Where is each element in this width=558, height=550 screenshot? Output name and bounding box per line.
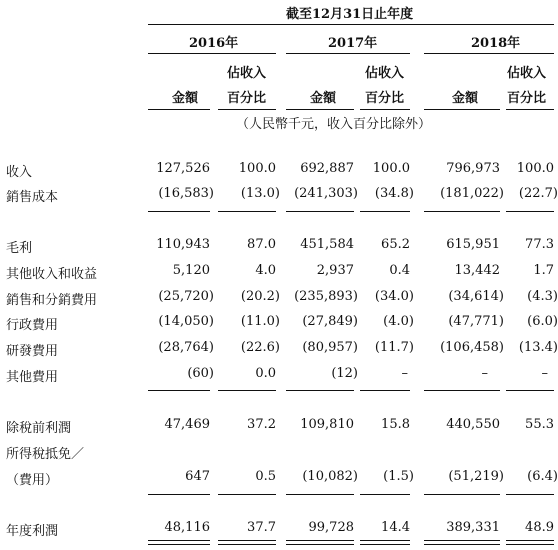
table-cell: (13.0) [240,186,280,201]
table-cell: 0.4 [389,263,410,278]
table-cell: (13.4) [518,340,558,355]
table-cell: 109,810 [300,417,354,432]
table-cell: (34,614) [448,289,504,304]
total-double-rule [360,540,410,545]
table-cell: 389,331 [446,520,500,535]
total-double-rule [218,540,276,545]
table-cell: – [541,366,548,381]
table-cell: (14,050) [158,314,214,329]
table-cell: (106,458) [440,340,504,355]
table-cell: 55.3 [525,417,554,432]
subtotal-rule [286,390,354,391]
subtotal-rule [424,494,500,495]
table-cell: 100.0 [516,161,554,176]
row-label: 銷售和分銷費用 [6,293,98,308]
total-double-rule [148,540,210,545]
row-label: 收入 [6,165,33,180]
unit-note: （人民幣千元，收入百分比除外） [236,117,432,132]
subtotal-rule [286,211,354,212]
subtotal-rule [360,211,410,212]
period-header: 截至12月31日止年度 [286,7,414,22]
subtotal-rule [148,211,210,212]
table-cell: (11.7) [374,340,414,355]
amount-2018-underline [424,109,500,110]
year-2017-header: 2017年 [328,36,378,51]
pct-2017-underline [360,109,410,110]
table-cell: 13,442 [454,263,500,278]
subtotal-rule [360,390,410,391]
table-cell: (6.0) [527,314,558,329]
table-cell: 1.7 [533,263,554,278]
amount-header-2016: 金額 [172,91,199,106]
table-cell: (1.5) [383,469,414,484]
subtotal-rule [286,494,354,495]
table-cell: 2,937 [316,263,354,278]
pct-header-2016-line1: 佔收入 [227,66,267,81]
row-label: 毛利 [6,241,33,256]
table-cell: 451,584 [300,237,354,252]
subtotal-rule [506,494,554,495]
table-cell: (16,583) [158,186,214,201]
table-cell: 615,951 [446,237,500,252]
subtotal-rule [148,390,210,391]
table-cell: (47,771) [448,314,504,329]
table-cell: (51,219) [448,469,504,484]
subtotal-rule [506,211,554,212]
amount-header-2018: 金額 [452,91,479,106]
table-cell: (181,022) [440,186,504,201]
table-cell: 100.0 [372,161,410,176]
table-cell: 48,116 [164,520,210,535]
table-cell: 15.8 [381,417,410,432]
subtotal-rule [218,390,276,391]
amount-2017-underline [286,109,354,110]
pct-header-2018-line1: 佔收入 [507,66,547,81]
year-2016-underline [148,53,276,54]
table-cell: (60) [187,366,214,381]
table-cell: (80,957) [302,340,358,355]
table-cell: (241,303) [294,186,358,201]
subtotal-rule [218,211,276,212]
table-cell: 110,943 [156,237,210,252]
table-cell: 796,973 [446,161,500,176]
table-cell: 647 [185,469,210,484]
table-cell: 65.2 [381,237,410,252]
table-cell: 127,526 [156,161,210,176]
table-cell: – [481,366,488,381]
table-cell: 692,887 [300,161,354,176]
table-cell: 440,550 [446,417,500,432]
table-cell: 99,728 [308,520,354,535]
year-2018-underline [424,53,554,54]
pct-header-2017-line2: 百分比 [365,91,405,106]
year-2018-header: 2018年 [471,36,521,51]
table-cell: (34.0) [374,289,414,304]
subtotal-rule [506,390,554,391]
table-cell: (22.7) [518,186,558,201]
table-cell: 77.3 [525,237,554,252]
row-label: 其他費用 [6,370,59,385]
table-cell: 87.0 [247,237,276,252]
table-cell: 37.2 [247,417,276,432]
table-cell: 100.0 [238,161,276,176]
row-label: 研發費用 [6,344,59,359]
pct-header-2016-line2: 百分比 [227,91,267,106]
table-cell: (25,720) [158,289,214,304]
table-cell: (4.0) [383,314,414,329]
table-cell: – [401,366,408,381]
subtotal-rule [148,494,210,495]
table-cell: (4.3) [527,289,558,304]
total-double-rule [424,540,500,545]
row-label: 年度利潤 [6,524,59,539]
table-cell: 4.0 [255,263,276,278]
pct-header-2018-line2: 百分比 [507,91,547,106]
pct-header-2017-line1: 佔收入 [365,66,405,81]
row-label: 行政費用 [6,318,59,333]
subtotal-rule [218,494,276,495]
table-cell: 0.5 [255,469,276,484]
pct-2016-underline [218,109,276,110]
year-2017-underline [286,53,410,54]
period-underline [148,24,554,25]
total-double-rule [506,540,554,545]
table-cell: (28,764) [158,340,214,355]
table-cell: 37.7 [247,520,276,535]
table-cell: (22.6) [240,340,280,355]
total-double-rule [286,540,354,545]
pct-2018-underline [506,109,554,110]
table-cell: (11.0) [240,314,280,329]
row-label: 銷售成本 [6,190,59,205]
table-cell: (20.2) [240,289,280,304]
year-2016-header: 2016年 [189,36,239,51]
table-cell: (34.8) [374,186,414,201]
table-cell: (12) [331,366,358,381]
table-cell: 48.9 [525,520,554,535]
table-cell: 0.0 [255,366,276,381]
subtotal-rule [424,211,500,212]
table-cell: (6.4) [527,469,558,484]
table-cell: 14.4 [381,520,410,535]
table-cell: 47,469 [164,417,210,432]
row-label: 除稅前利潤 [6,421,72,436]
table-cell: (235,893) [294,289,358,304]
subtotal-rule [360,494,410,495]
subtotal-rule [424,390,500,391]
table-cell: (27,849) [302,314,358,329]
table-cell: (10,082) [302,469,358,484]
table-cell: 5,120 [172,263,210,278]
amount-header-2017: 金額 [310,91,337,106]
row-label: 所得稅抵免／ [6,447,85,462]
row-label: 其他收入和收益 [6,267,98,282]
amount-2016-underline [148,109,210,110]
row-label: （費用） [6,473,59,488]
